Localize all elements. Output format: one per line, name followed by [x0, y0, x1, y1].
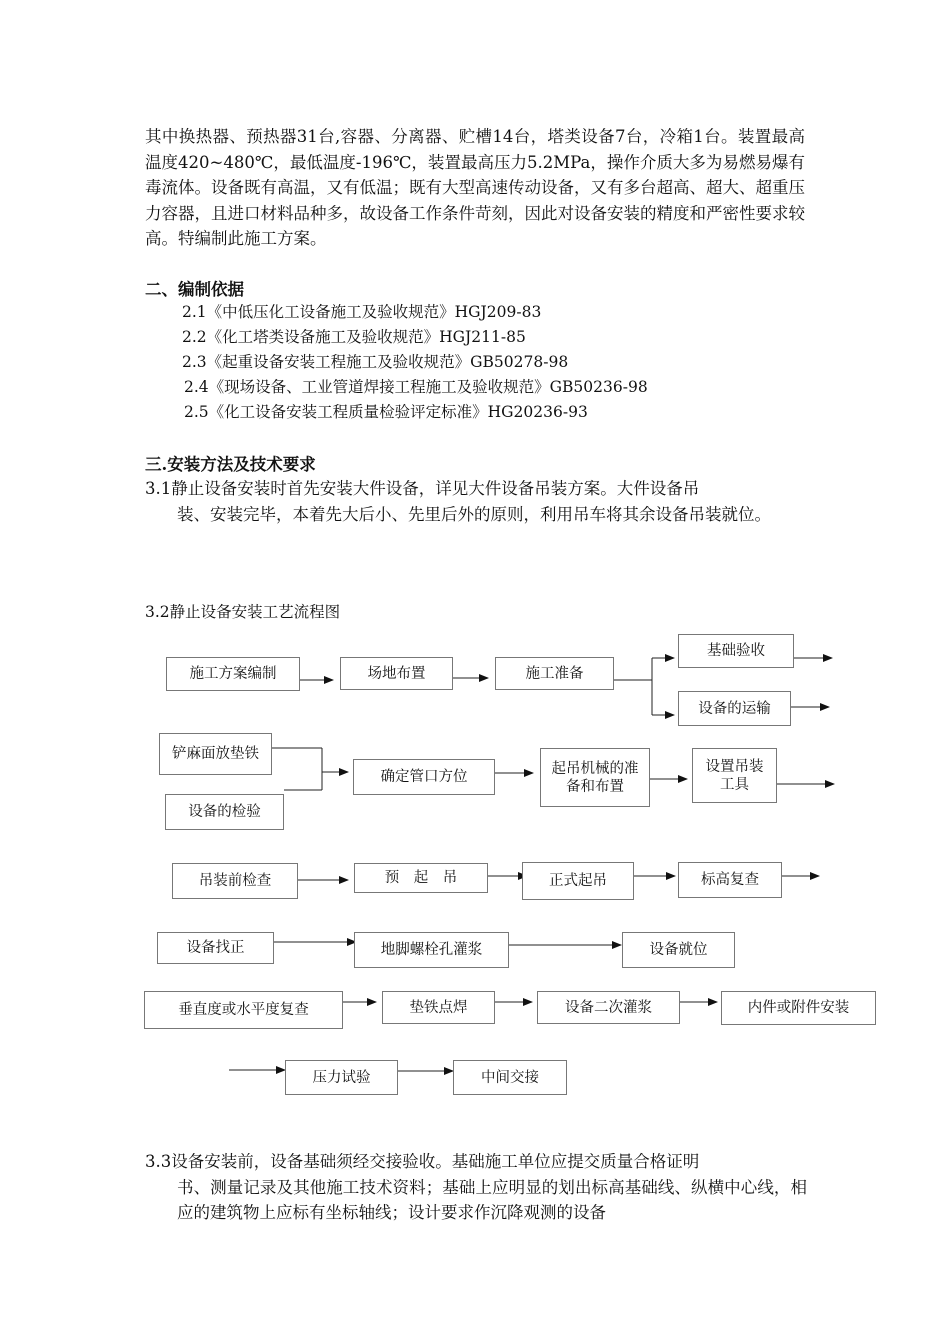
flow-step-equipment-in-place: 设备就位 — [622, 932, 735, 968]
section-3-heading: 三.安装方法及技术要求 — [145, 455, 316, 474]
flow-step-alignment: 设备找正 — [157, 932, 274, 964]
flow-step-trial-lift: 预 起 吊 — [354, 863, 488, 893]
item-3-3-first-line: 3.3设备安装前，设备基础须经交接验收。基础施工单位应提交质量合格证明 — [145, 1152, 700, 1171]
flow-step-site-layout: 场地布置 — [340, 657, 453, 690]
reference-item: 2.4《现场设备、工业管道焊接工程施工及验收规范》GB50236-98 — [184, 378, 648, 396]
reference-item: 2.5《化工设备安装工程质量检验评定标准》HG20236-93 — [184, 403, 588, 421]
flow-step-lifting-tools: 设置吊装工具 — [692, 748, 777, 803]
flow-step-foundation-acceptance: 基础验收 — [678, 634, 794, 668]
flow-step-elevation-recheck: 标高复查 — [678, 862, 782, 898]
flow-step-construction-prep: 施工准备 — [495, 657, 614, 690]
flow-step-equipment-transport: 设备的运输 — [678, 691, 791, 726]
flow-step-verticality-recheck: 垂直度或水平度复查 — [144, 991, 343, 1029]
intro-paragraph: 其中换热器、预热器31台,容器、分离器、贮槽14台，塔类设备7台，冷箱1台。装置最高温度420~480℃，最低温度-196℃，装置最高压力5.2MPa，操作介质大多为易燃易爆有毒流体。设备既有高温，又有低温；既有大型高速传动设备，又有多台超高、超大、超重压力容器，且进口材料品种多，故设备工作条件苛刻，因此对设备安装的精度和严密性要求较高。特编制此施工方案。 — [145, 127, 805, 248]
flow-step-construction-plan: 施工方案编制 — [166, 657, 300, 691]
item-3-1-continuation: 装、安装完毕，本着先大后小、先里后外的原则，利用吊车将其余设备吊装就位。 — [177, 504, 771, 524]
flow-step-chisel-shims: 铲麻面放垫铁 — [159, 733, 272, 775]
flow-step-lifting-machinery: 起吊机械的准备和布置 — [540, 748, 650, 807]
flow-step-shim-spot-weld: 垫铁点焊 — [382, 991, 495, 1024]
item-3-1-first-line: 3.1静止设备安装时首先安装大件设备，详见大件设备吊装方案。大件设备吊 — [145, 479, 700, 498]
flowchart-title: 3.2静止设备安装工艺流程图 — [145, 603, 341, 621]
reference-item: 2.2《化工塔类设备施工及验收规范》HGJ211-85 — [182, 328, 526, 346]
reference-item: 2.1《中低压化工设备施工及验收规范》HGJ209-83 — [182, 303, 542, 321]
reference-item: 2.3《起重设备安装工程施工及验收规范》GB50278-98 — [182, 353, 569, 371]
flow-step-intermediate-handover: 中间交接 — [453, 1060, 567, 1095]
section-2-heading: 二、编制依据 — [145, 280, 244, 299]
flow-step-secondary-grouting: 设备二次灌浆 — [537, 991, 680, 1024]
item-3-3 — [145, 1149, 807, 1226]
item-3-3-continuation: 书、测量记录及其他施工技术资料；基础上应明显的划出标高基础线、纵横中心线，相应的建筑物上应标有坐标轴线；设计要求作沉降观测的设备 — [177, 1177, 807, 1222]
flow-step-formal-lift: 正式起吊 — [522, 862, 634, 900]
flow-step-equipment-inspection: 设备的检验 — [165, 794, 284, 830]
flow-step-pressure-test: 压力试验 — [285, 1060, 398, 1095]
flow-step-nozzle-orientation: 确定管口方位 — [353, 759, 495, 795]
flow-step-internals-install: 内件或附件安装 — [721, 991, 876, 1025]
flow-step-pre-lift-check: 吊装前检查 — [172, 863, 298, 899]
flow-step-anchor-grouting: 地脚螺栓孔灌浆 — [354, 932, 509, 968]
